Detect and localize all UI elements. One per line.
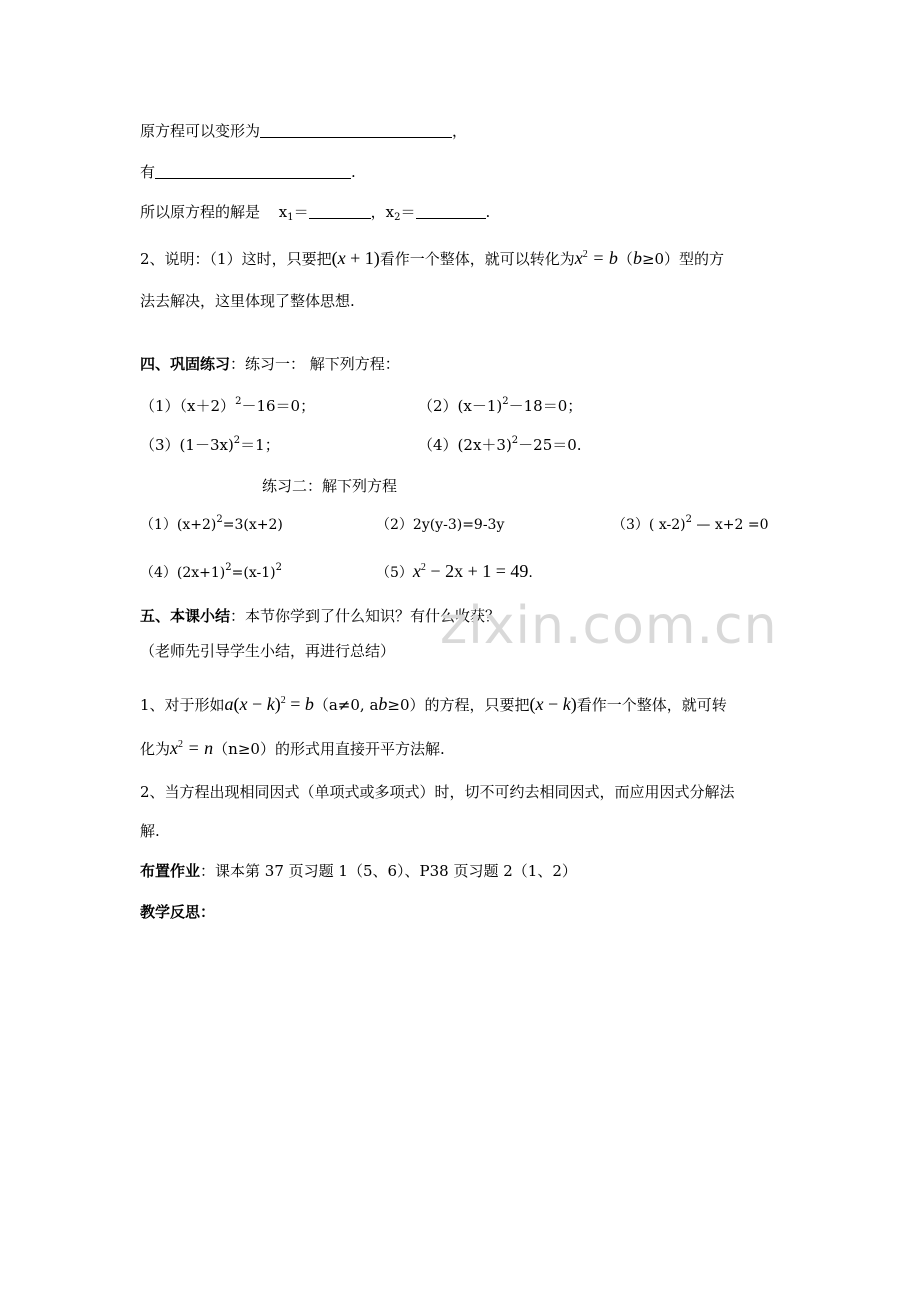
exercise-2: $(2)(x-1)^2-18=0$；	[418, 396, 583, 415]
exercise-4: $(4)(2x+3)^2-25=0$.	[418, 435, 582, 454]
answer-blank	[260, 123, 452, 138]
summary-2-line-1: 2、当方程出现相同因式（单项式或多项式）时，切不可约去相同因式，而应用因式分解法	[140, 783, 735, 801]
practice-2-item-3: （3）( x-2)$^2$ — x+2 =0	[612, 514, 769, 533]
math-expression: (x − k)	[529, 694, 577, 714]
summary-1-line-2: 化为$x^2 = n(n\ge 0)$的形式用直接开平方法解.	[140, 738, 445, 758]
x2-label: ，$x_2=$	[370, 203, 416, 223]
explanation-line-1	[140, 248, 724, 269]
fill-line-1	[140, 121, 467, 141]
math-expression: $x^2 - 2x + 1 = 49$	[412, 561, 529, 581]
homework-text: ：课本第 37 页习题 1（5、6）、P38 页习题 2（1、2）	[200, 862, 577, 880]
section-4-heading-line	[140, 354, 400, 374]
fill-line-1-text: 原方程可以变形为	[140, 122, 261, 140]
section-5-prompt: ：本节你学到了什么知识？有什么收获？	[230, 607, 501, 625]
answer-blank	[416, 204, 486, 219]
explanation-text: ≥0）型的方	[641, 250, 725, 268]
punctuation: .	[351, 163, 356, 181]
punctuation: ，	[452, 122, 468, 140]
math-expression: (x + 1)	[331, 248, 380, 268]
x1-label: $x_1=$	[278, 203, 309, 223]
fill-line-3-text: 所以原方程的解是	[140, 203, 261, 221]
fill-line-3	[140, 202, 490, 222]
explanation-text: 2、说明：（1）这时，只要把	[140, 250, 332, 268]
section-4-intro: ：练习一： 解下列方程：	[230, 355, 400, 373]
explanation-text: 看作一个整体，就可以转化为	[379, 250, 575, 268]
watermark: zixin.com.cn	[440, 596, 778, 656]
practice-2-item-2: （2）2y(y-3)=9-3y	[376, 517, 505, 533]
explanation-line-2: 法去解决，这里体现了整体思想.	[140, 292, 355, 310]
answer-blank	[155, 164, 351, 179]
section-5-heading: 五、本课小结	[140, 607, 231, 625]
practice-2-item-5: $(5)x^2 - 2x + 1 = 49$.	[376, 561, 533, 581]
fill-line-2-text: 有	[140, 163, 156, 181]
fill-line-2	[140, 162, 356, 182]
reflection-label: 教学反思：	[140, 903, 216, 921]
homework-label: 布置作业	[140, 862, 201, 880]
section-5-note: （老师先引导学生小结，再进行总结）	[140, 642, 396, 660]
math-variable: b	[378, 694, 388, 714]
practice-2-item-4: $(4)(2x+1)^2=(x-1)^2$	[140, 562, 282, 581]
math-expression: $x^2 = b$	[574, 248, 618, 268]
section-4-heading: 四、巩固练习	[140, 355, 231, 373]
summary-1-line-1: 1、对于形如$a(x - k)^2 = b(a\ne 0$, ab≥0）的方程，只要把(x − k)看作一个整体，就可转	[140, 694, 727, 714]
practice-2-title: 练习二：解下列方程	[262, 477, 398, 495]
punctuation: .	[485, 203, 491, 221]
math-variable: b	[632, 248, 642, 268]
math-expression: $x^2 = n$	[170, 738, 214, 758]
answer-blank	[309, 204, 371, 219]
explanation-text: （	[617, 250, 633, 268]
exercise-1: $(1)(x+2)^2-16=0$；	[140, 396, 316, 415]
exercise-3: $(3)(1-3x)^2=1$；	[140, 435, 280, 454]
math-expression: $a(x - k)^2 = b$	[224, 694, 314, 714]
summary-2-line-2: 解.	[140, 822, 160, 840]
homework-line	[140, 861, 577, 881]
practice-2-item-1: $(1)(x+2)^2=3(x+2)$	[140, 514, 283, 533]
